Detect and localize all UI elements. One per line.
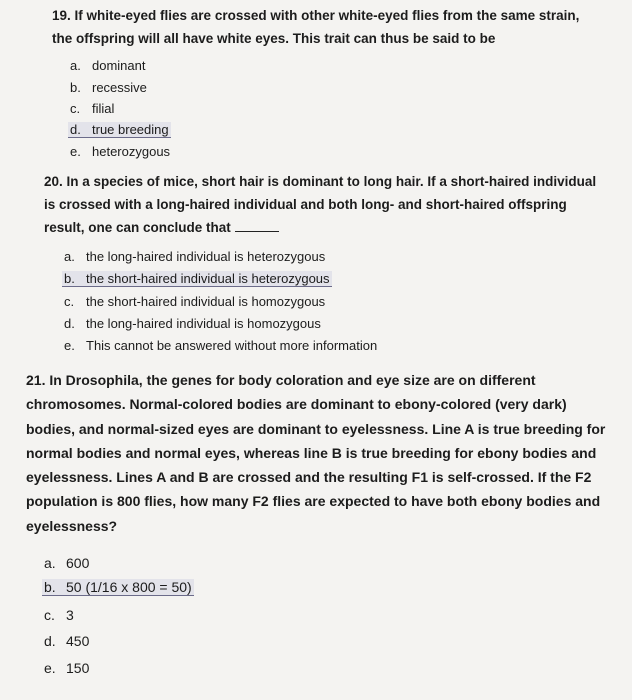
q21-option-a: a. 600 bbox=[44, 555, 90, 571]
question-20 bbox=[44, 170, 604, 239]
q19-option-c: c. filial bbox=[70, 101, 115, 116]
q21-option-c: c. 3 bbox=[44, 607, 74, 623]
q19-option-b: b. recessive bbox=[70, 80, 147, 95]
q20-option-b-selected: b. the short-haired individual is heterozygous bbox=[64, 271, 330, 286]
question-20-text: 20. In a species of mice, short hair is dominant to long hair. If a short-haired individual is crossed with a long-haired individual and both long- and short-haired offspring result, one can conclude that bbox=[44, 174, 597, 235]
q19-option-d-selected: d. true breeding bbox=[70, 122, 169, 137]
q19-option-a: a. dominant bbox=[70, 58, 146, 73]
question-19-text: 19. If white-eyed flies are crossed with other white-eyed flies from the same strain, the offspring will all have white eyes. This trait can thus be said to be bbox=[52, 8, 580, 46]
question-19 bbox=[52, 4, 597, 50]
answer-blank bbox=[235, 219, 279, 232]
q20-option-c: c. the short-haired individual is homozygous bbox=[64, 294, 326, 309]
question-21 bbox=[26, 368, 606, 538]
q21-option-d: d. 450 bbox=[44, 633, 90, 649]
q21-option-b-selected: b. 50 (1/16 x 800 = 50) bbox=[44, 579, 192, 595]
q20-option-a: a. the long-haired individual is heterozygous bbox=[64, 249, 326, 264]
q21-option-e: e. 150 bbox=[44, 660, 90, 676]
question-21-text: 21. In Drosophila, the genes for body coloration and eye size are on different chromosomes. Normal-colored bodies are dominant to ebony-colored (very dark) bodies, and normal-sized eyes are dominant to eyelessness. Line A is true breeding for normal bodies and normal eyes, whereas line B is true breeding for ebony bodies and eyelessness. Lines A and B are crossed and the resulting F1 is self-crossed. If the F2 population is 800 flies, how many F2 flies are expected to have both ebony bodies and eyelessness? bbox=[26, 372, 606, 534]
q20-option-e: e. This cannot be answered without more information bbox=[64, 338, 378, 353]
q19-option-e: e. heterozygous bbox=[70, 144, 171, 159]
q20-option-d: d. the long-haired individual is homozygous bbox=[64, 316, 321, 331]
